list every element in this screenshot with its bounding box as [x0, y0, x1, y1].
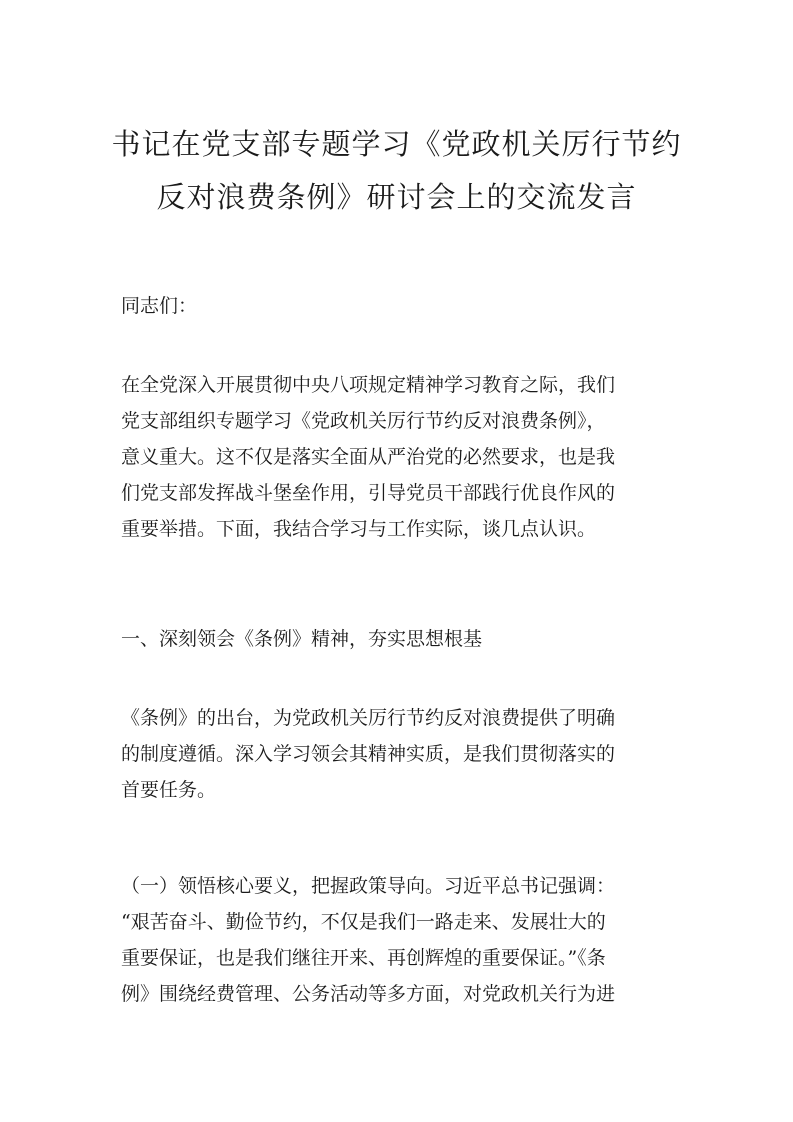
section1-paragraph-1 [121, 700, 673, 808]
intro-line: 意义重大。这不仅是落实全面从严治党的必然要求，也是我 [121, 446, 616, 468]
intro-line: 重要举措。下面，我结合学习与工作实际，谈几点认识。 [121, 518, 597, 540]
title-line-2: 反对浪费条例》研讨会上的交流发言 [156, 180, 637, 214]
paragraph-line: 例》围绕经费管理、公务活动等多方面，对党政机关行为进 [121, 983, 616, 1005]
intro-line: 在全党深入开展贯彻中央八项规定精神学习教育之际，我们 [121, 374, 616, 396]
paragraph-line: 重要保证，也是我们继往开来、再创辉煌的重要保证。”《条 [121, 947, 606, 969]
paragraph-line: 《条例》的出台，为党政机关厉行节约反对浪费提供了明确 [121, 707, 616, 729]
paragraph-line: 的制度遵循。深入学习领会其精神实质，是我们贯彻落实的 [121, 743, 616, 765]
intro-line: 党支部组织专题学习《党政机关厉行节约反对浪费条例》， [121, 410, 606, 432]
salutation: 同志们： [121, 295, 198, 317]
paragraph-line: 首要任务。 [121, 779, 217, 801]
paragraph-line: （一）领悟核心要义，把握政策导向。习近平总书记强调： [121, 875, 616, 897]
intro-line: 们党支部发挥战斗堡垒作用，引导党员干部践行优良作风的 [121, 482, 616, 504]
paragraph-line: “艰苦奋斗、勤俭节约，不仅是我们一路走来、发展壮大的 [121, 911, 606, 933]
section-heading-1: 一、深刻领会《条例》精神，夯实思想根基 [121, 628, 483, 650]
section1-paragraph-2 [121, 868, 673, 1012]
document-title [100, 118, 693, 224]
intro-paragraph [121, 367, 673, 547]
title-line-1: 书记在党支部专题学习《党政机关厉行节约 [111, 127, 682, 161]
